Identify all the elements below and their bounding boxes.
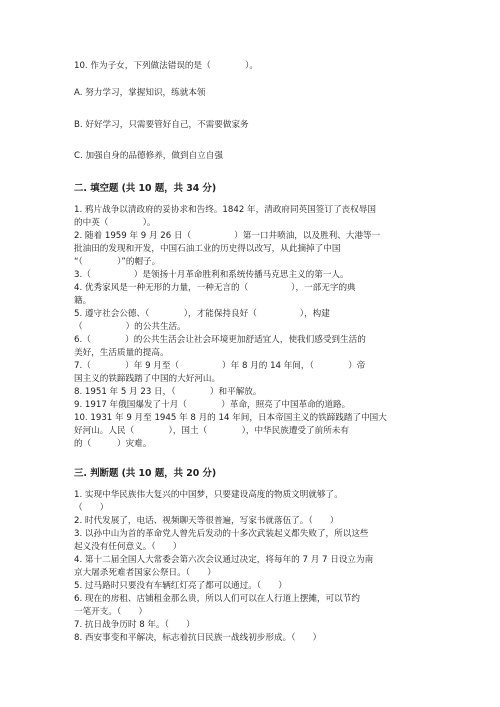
fill-blank-line: 4. 优秀家风是一种无形的力量，一种无言的（ ），一部无字的典 <box>74 283 356 293</box>
fill-blank-line: 9. 1917 年俄国爆发了十月（ ）革命，照亮了中国革命的道路。 <box>74 400 351 410</box>
fill-blank-line: 国主义的铁蹄践踏了中国的大好河山。 <box>74 374 221 384</box>
question-10-option-c: C. 加强自身的品德修养，做到自立自强 <box>74 151 223 161</box>
true-false-line: 5. 过马路时只要没有车辆红灯亮了都可以通过。（ ） <box>74 581 287 591</box>
fill-blank-line: 美好，生活质量的提高。 <box>74 348 169 358</box>
true-false-line: 起义没有任何意义。（ ） <box>74 542 182 552</box>
section-2-heading: 二. 填空题 (共 10 题，共 34 分) <box>74 183 217 194</box>
true-false-line: 8. 西安事变和平解决，标志着抗日民族一战线初步形成。（ ） <box>74 633 322 643</box>
question-10-option-b: B. 好好学习，只需要管好自己，不需要做家务 <box>74 120 249 130</box>
question-10-option-a: A. 努力学习，掌握知识，练就本领 <box>74 88 206 98</box>
true-false-line: （ ） <box>74 503 109 513</box>
fill-blank-line: 籍。 <box>74 296 92 306</box>
fill-blank-line: 2. 随着 1959 年 9 月 26 日（ ）第一口井喷油，以及胜利、大港等一 <box>74 231 381 241</box>
question-10-stem: 10. 作为子女，下列做法错误的是（ ）。 <box>74 61 258 71</box>
fill-blank-line: 10. 1931 年 9 月至 1945 年 8 月的 14 年间，日本帝国主义的铁蹄践踏了中国大 <box>74 413 387 423</box>
section-3-heading: 三. 判断题 (共 10 题，共 20 分) <box>74 468 217 479</box>
fill-blank-line: 的（ ）灾难。 <box>74 439 152 449</box>
fill-blank-line: （ ）的公共生活。 <box>74 322 186 332</box>
true-false-line: 2. 时代发展了，电话、视频聊天等很普遍，写家书就落伍了。（ ） <box>74 516 339 526</box>
true-false-line: 一笔开支。（ ） <box>74 607 148 617</box>
fill-blank-line: 好河山。人民（ ），国土（ ），中华民族遭受了前所未有 <box>74 426 349 436</box>
fill-blank-line: 5. 遵守社会公德、（ ），才能保持良好（ ），构建 <box>74 309 330 319</box>
true-false-line: 7. 抗日战争历时 8 年。（ ） <box>74 620 195 630</box>
true-false-line: 1. 实现中华民族伟大复兴的中国梦，只要建设高度的物质文明就够了。 <box>74 490 343 500</box>
true-false-line: 京大屠杀死难者国家公祭日。（ ） <box>74 568 216 578</box>
true-false-line: 6. 现在的房租、店铺租金那么贵，所以人们可以在人行道上摆摊，可以节约 <box>74 594 360 604</box>
fill-blank-line: “（ ）”的帽子。 <box>74 257 161 267</box>
fill-blank-line: 1. 鸦片战争以清政府的妥协求和告终。1842 年，清政府同英国签订了丧权辱国 <box>74 205 376 215</box>
fill-blank-line: 8. 1951 年 5 月 23 日，（ ）和平解放。 <box>74 387 262 397</box>
true-false-line: 3. 以孙中山为首的革命党人曾先后发动的十多次武装起义都失败了，所以这些 <box>74 529 369 539</box>
true-false-line: 4. 第十二届全国人大常委会第六次会议通过决定，将每年的 7 月 7 日设立为南 <box>74 555 374 565</box>
fill-blank-line: 6.（ ）的公共生活会让社会环境更加舒适宜人，使我们感受到生活的 <box>74 335 366 345</box>
fill-blank-line: 7.（ ）年 9 月至（ ）年 8 月的 14 年间，（ ）帝 <box>74 361 366 371</box>
fill-blank-line: 3.（ ）是领扬十月革命胜利和系统传播马克思主义的第一人。 <box>74 270 349 280</box>
fill-blank-line: 批油田的发现和开发，中国石油工业的历史得以改写，从此摘掉了中国 <box>74 244 341 254</box>
fill-blank-line: 的中英（ ）。 <box>74 218 156 228</box>
